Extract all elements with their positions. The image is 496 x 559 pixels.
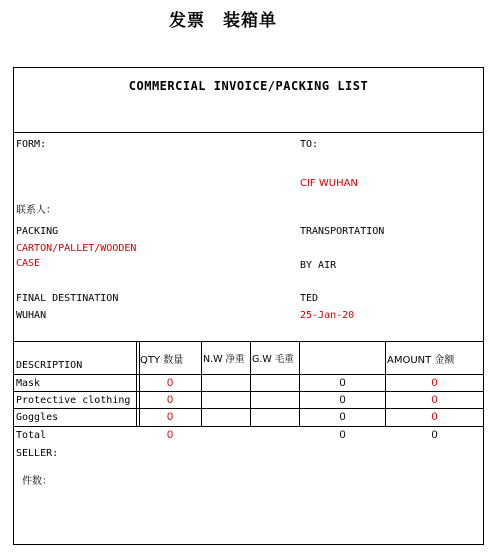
divider-title: [14, 132, 483, 133]
table-row-border: [14, 391, 483, 392]
page-title: 发票 装箱单: [169, 11, 277, 31]
row-amount: 0: [431, 394, 438, 406]
col-divider: [136, 341, 137, 426]
header-qty: QTY 数量: [140, 355, 184, 366]
row-description: Mask: [16, 378, 41, 389]
total-qty: 0: [166, 429, 174, 441]
table-row-border: [14, 408, 483, 409]
header-net-weight: N.W 净重: [203, 354, 245, 365]
packing-label: PACKING: [16, 226, 59, 237]
header-amount: AMOUNT 金额: [387, 355, 455, 366]
to-value: CIF WUHAN: [300, 178, 358, 189]
row-mid-value: 0: [339, 394, 346, 406]
total-label: Total: [16, 430, 47, 441]
row-mid-value: 0: [339, 377, 346, 389]
invoice-sheet: [13, 67, 484, 545]
row-amount: 0: [431, 377, 438, 389]
transportation-value: BY AIR: [300, 260, 337, 271]
document-title: COMMERCIAL INVOICE/PACKING LIST: [128, 79, 369, 93]
col-divider: [250, 341, 251, 426]
table-top-border: [14, 341, 483, 342]
row-amount: 0: [431, 411, 438, 423]
table-header-border: [14, 374, 483, 375]
transportation-label: TRANSPORTATION: [300, 226, 385, 237]
contact-label: 联系人：: [16, 205, 56, 216]
final-destination-value: WUHAN: [16, 310, 47, 321]
date-value: 25-Jan-20: [300, 310, 355, 321]
row-mid-value: 0: [339, 411, 346, 423]
to-label: TO:: [300, 139, 319, 150]
header-description: DESCRIPTION: [16, 360, 83, 371]
row-qty: 0: [166, 377, 174, 389]
final-destination-label: FINAL DESTINATION: [16, 293, 119, 304]
total-mid-value: 0: [339, 429, 346, 441]
row-qty: 0: [166, 411, 174, 423]
packing-value-line1: CARTON/PALLET/WOODEN: [16, 243, 137, 254]
date-label: TED: [300, 293, 319, 304]
col-divider: [201, 341, 202, 426]
total-amount: 0: [431, 429, 438, 441]
pieces-label: 件数：: [22, 476, 52, 487]
table-row-border: [14, 426, 483, 427]
form-label: FORM:: [16, 139, 47, 150]
seller-label: SELLER:: [16, 448, 59, 459]
row-description: Protective clothing: [16, 395, 131, 406]
header-gross-weight: G.W 毛重: [252, 354, 294, 365]
row-qty: 0: [166, 394, 174, 406]
packing-value-line2: CASE: [16, 258, 41, 269]
row-description: Goggles: [16, 412, 59, 423]
